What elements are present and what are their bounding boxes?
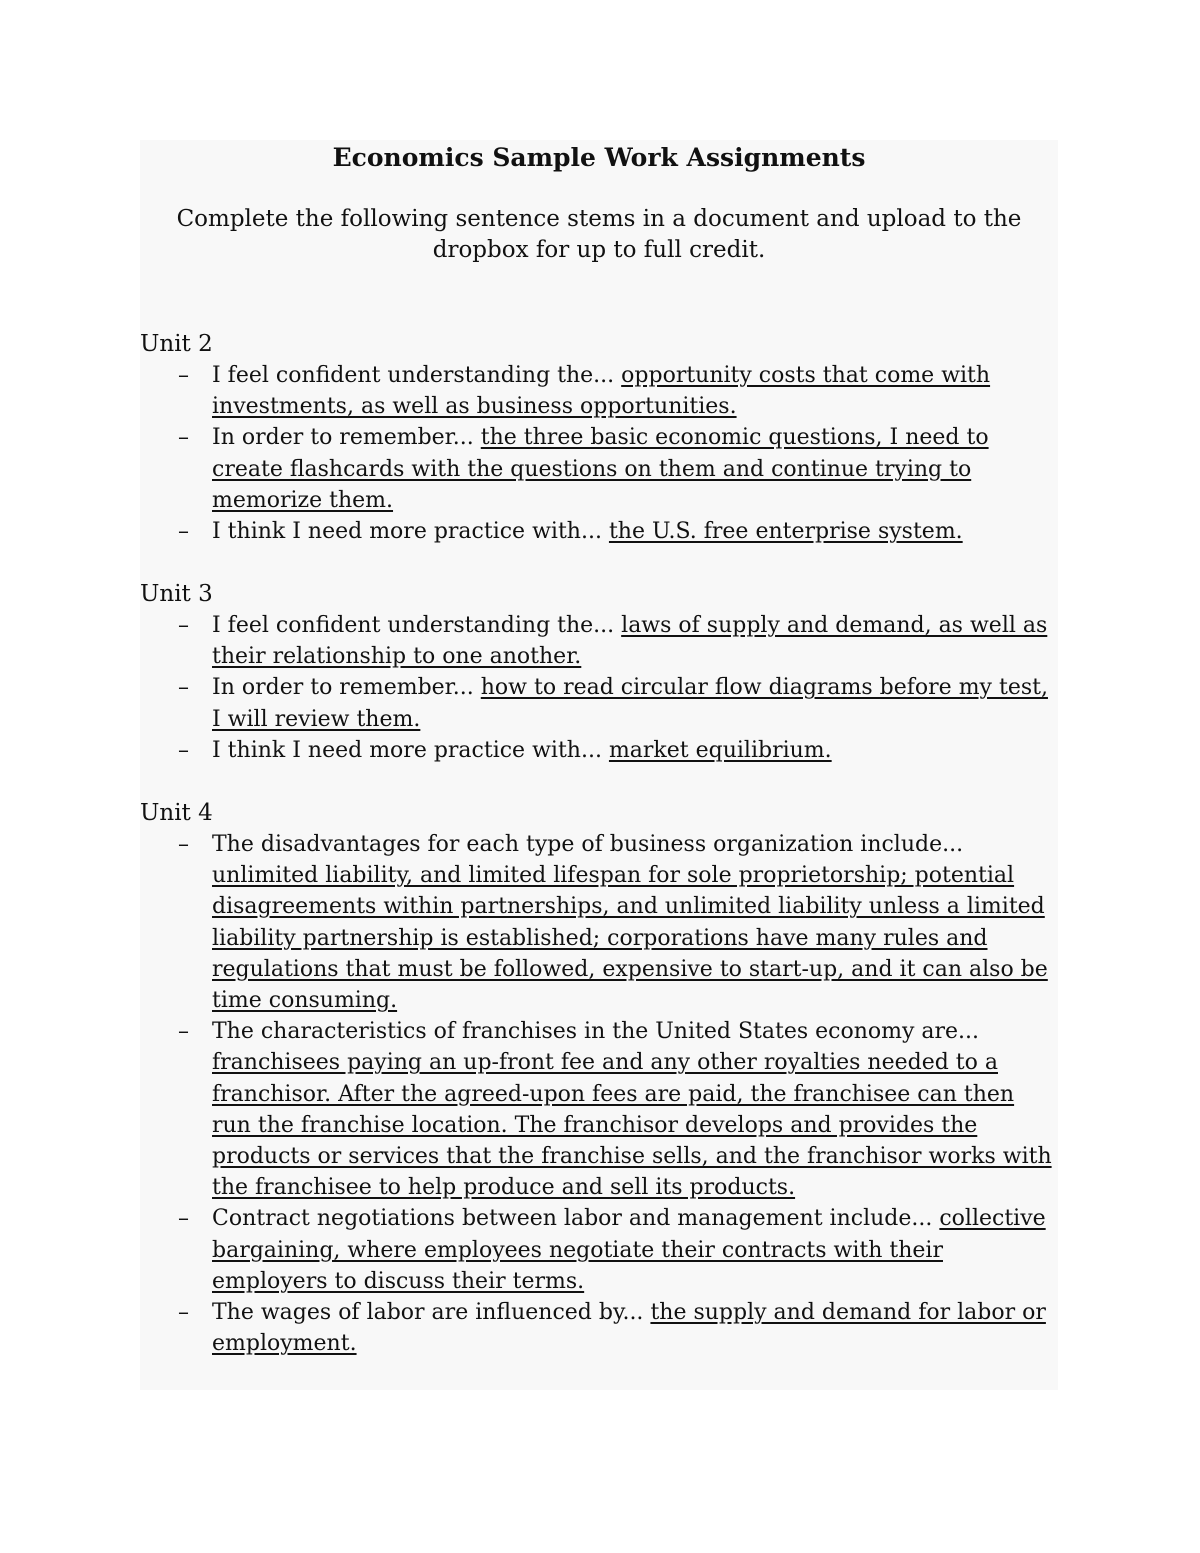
- sentence-stem: In order to remember...: [212, 425, 474, 451]
- sentence-answer: laws of supply and demand, as well as their relationship to one another.: [212, 613, 1048, 670]
- list-dash: –: [178, 1019, 189, 1045]
- list-dash: –: [178, 737, 189, 763]
- sentence-stem-item: [140, 360, 1058, 422]
- sentence-stem-item: [140, 1203, 1058, 1297]
- instructions-text: Complete the following sentence stems in a document and upload to the dropbox for up to full credit.: [176, 206, 1022, 263]
- unit-2-section: [140, 329, 1058, 547]
- sentence-answer: unlimited liability, and limited lifespan for sole proprietorship; potential disagreements within partnerships, and unlimited liability unless a limited liability partnership is established; corporations have many rules and regulations that must be followed, expensive to start-up, and it can also be time consuming.: [212, 863, 1048, 1014]
- list-dash: –: [178, 613, 189, 638]
- sentence-answer: market equilibrium.: [608, 737, 832, 763]
- sentence-stem: I feel confident understanding the...: [212, 363, 615, 388]
- sentence-stem-item: [140, 1297, 1058, 1359]
- sentence-answer: the three basic economic questions, I need to create flashcards with the questions on them and continue trying to memorize them.: [212, 425, 989, 513]
- list-dash: –: [178, 1206, 189, 1232]
- unit-3-section: [140, 579, 1058, 766]
- sentence-answer: the supply and demand for labor or employment.: [212, 1300, 1046, 1357]
- sentence-stem-item: [140, 672, 1058, 734]
- list-dash: –: [178, 425, 189, 451]
- list-dash: –: [178, 675, 189, 701]
- unit-heading: Unit 4: [140, 800, 213, 826]
- list-dash: –: [178, 832, 189, 857]
- sentence-stem: The disadvantages for each type of business organization include...: [212, 832, 964, 857]
- sentence-stem-list: [140, 610, 1058, 766]
- sentence-stem-item: [140, 516, 1058, 547]
- sentence-stem-list: [140, 360, 1058, 547]
- list-dash: –: [178, 363, 189, 388]
- sentence-stem-item: [140, 1016, 1058, 1203]
- sentence-stem: I think I need more practice with...: [212, 737, 602, 763]
- sentence-answer: opportunity costs that come with investments, as well as business opportunities.: [212, 363, 991, 420]
- sentence-stem: I think I need more practice with...: [212, 519, 602, 545]
- sentence-stem: Contract negotiations between labor and management include...: [212, 1206, 933, 1232]
- sentence-answer: collective bargaining, where employees negotiate their contracts with their employers to discuss their terms.: [212, 1206, 1046, 1294]
- unit-heading: Unit 2: [140, 331, 213, 357]
- document-title: Economics Sample Work Assignments: [332, 143, 866, 172]
- sentence-answer: franchisees paying an up-front fee and any other royalties needed to a franchisor. After the agreed-upon fees are paid, the franchisee can then run the franchise location. The franchisor develops and provides the products or services that the franchise sells, and the franchisor works with the franchisee to help produce and sell its products.: [212, 1050, 1052, 1201]
- sentence-stem: In order to remember...: [212, 675, 474, 701]
- sentence-stem-item: [140, 422, 1058, 516]
- unit-heading: Unit 3: [140, 581, 213, 607]
- sentence-stem-item: [140, 735, 1058, 766]
- sentence-stem: The wages of labor are influenced by...: [212, 1300, 644, 1326]
- unit-4-section: [140, 798, 1058, 1359]
- sentence-stem: I feel confident understanding the...: [212, 613, 615, 638]
- sentence-answer: how to read circular flow diagrams before my test, I will review them.: [212, 675, 1048, 732]
- sentence-stem-list: [140, 829, 1058, 1359]
- sentence-answer: the U.S. free enterprise system.: [608, 519, 963, 545]
- list-dash: –: [178, 519, 189, 545]
- sentence-stem-item: [140, 829, 1058, 1016]
- sentence-stem-item: [140, 610, 1058, 672]
- sentence-stem: The characteristics of franchises in the United States economy are...: [212, 1019, 980, 1045]
- list-dash: –: [178, 1300, 189, 1326]
